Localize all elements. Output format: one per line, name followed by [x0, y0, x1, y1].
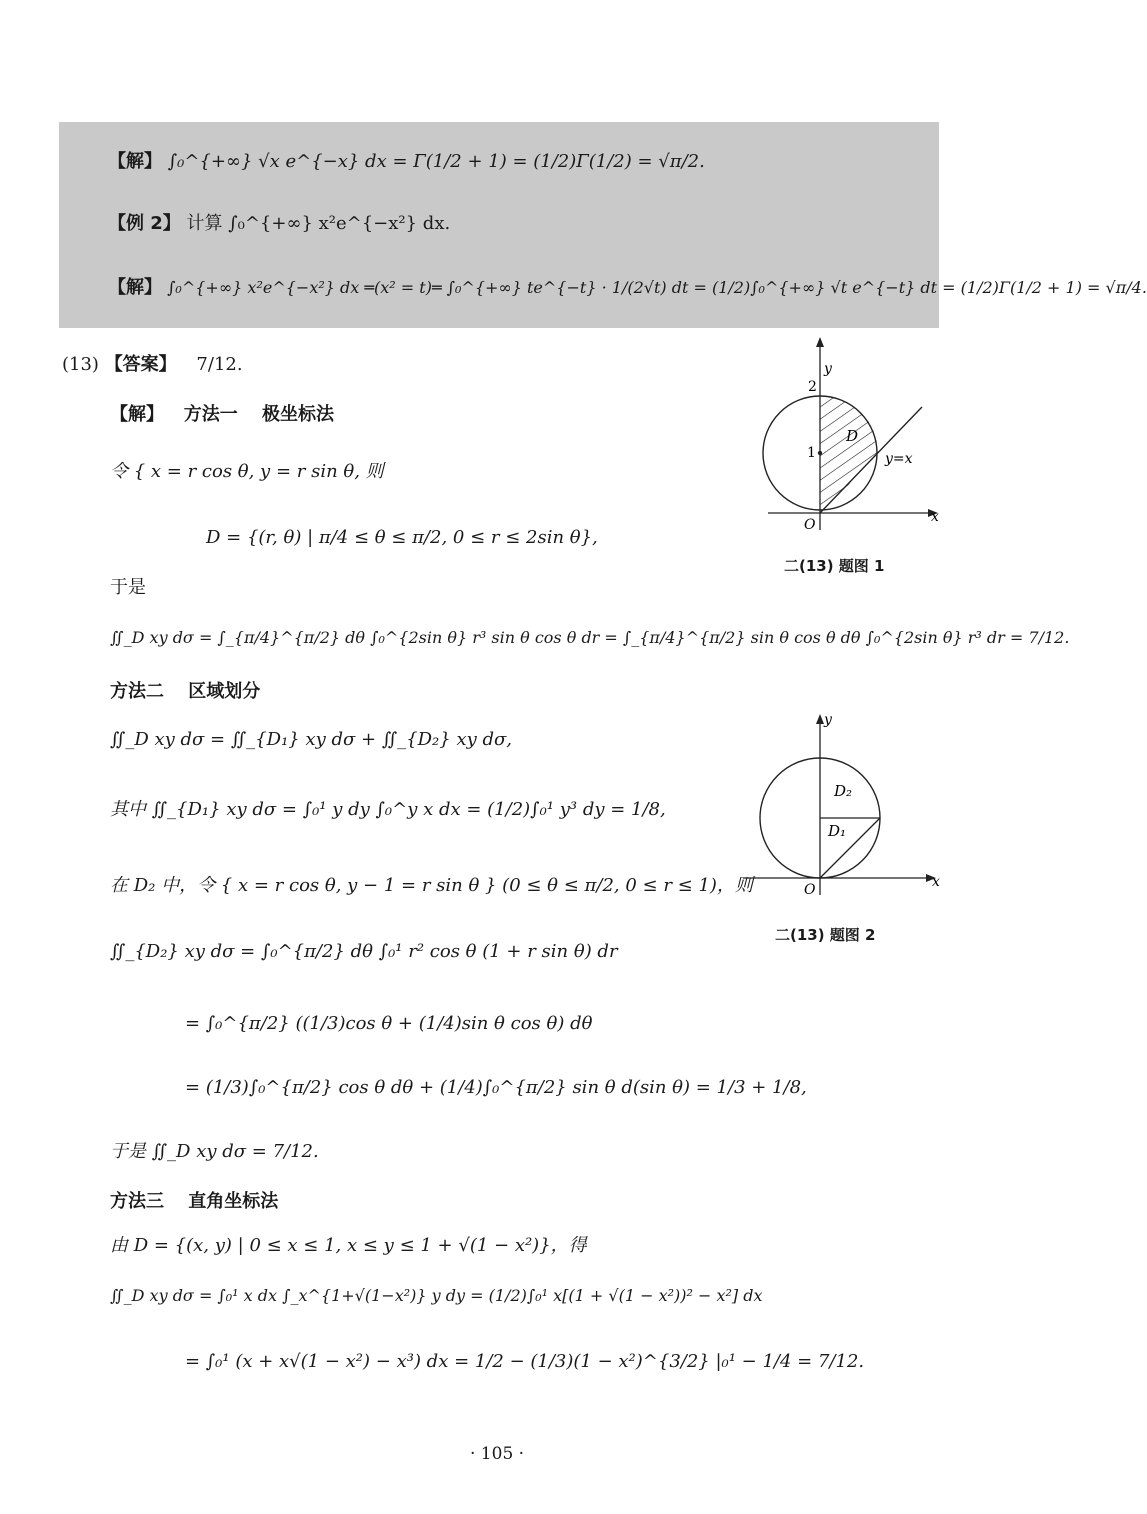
problem-answer	[62, 353, 243, 377]
method-title: 方法三 直角坐标法	[110, 1191, 279, 1212]
step-expression: = (1/3)∫₀^{π/2} cos θ dθ + (1/4)∫₀^{π/2} sin θ d(sin θ) = 1/3 + 1/8,	[185, 1077, 807, 1098]
solution-tag: 【解】	[108, 151, 162, 172]
x-label: x	[931, 509, 939, 525]
center-point	[818, 451, 822, 455]
line-label: y=x	[885, 451, 913, 467]
method-title: 方法二 区域划分	[110, 681, 261, 702]
method-title: 方法一 极坐标法	[183, 404, 335, 425]
y-label: y	[824, 361, 832, 377]
d2-integral-expression: ∬_{D₂} xy dσ = ∫₀^{π/2} dθ ∫₀¹ r² cos θ (1 + r sin θ) dr	[110, 941, 618, 962]
split-expression: ∬_D xy dσ = ∬_{D₁} xy dσ + ∬_{D₂} xy dσ,	[110, 729, 513, 750]
y-label: y	[824, 712, 832, 728]
method3-step2	[185, 1350, 864, 1374]
solution-tag: 【解】	[108, 277, 162, 298]
method3-domain	[110, 1234, 587, 1258]
method3-heading	[110, 1190, 278, 1214]
method2-d2-substitution	[110, 874, 753, 898]
domain-expression: 由 D = {(x, y) | 0 ≤ x ≤ 1, x ≤ y ≤ 1 + √(1 − x²)}，得	[110, 1235, 587, 1256]
example-solution-1	[108, 150, 705, 174]
answer-tag: 【答案】	[104, 354, 177, 375]
connective-text: 于是	[110, 577, 146, 598]
method2-split	[110, 728, 512, 752]
y-axis-arrow-icon	[816, 714, 824, 724]
integral-expression: ∬_D xy dσ = ∫_{π/4}^{π/2} dθ ∫₀^{2sin θ} r³ sin θ cos θ dr = ∫_{π/4}^{π/2} sin θ cos θ dθ ∫₀^{2sin θ} r³ dr = 7/12.	[110, 628, 1070, 647]
substitution-text: 令 { x = r cos θ, y = r sin θ, 则	[110, 461, 384, 482]
figure-2-diagram	[738, 710, 958, 910]
method2-step3	[185, 1076, 807, 1100]
figure-1-caption: 二(13) 题图 1	[784, 557, 885, 575]
y-axis-arrow-icon	[816, 337, 824, 347]
method2-conclusion	[110, 1140, 319, 1164]
method1-integral	[110, 626, 1069, 650]
domain-expression: D = {(r, θ) | π/4 ≤ θ ≤ π/2, 0 ≤ r ≤ 2sin θ},	[206, 527, 598, 548]
example-2	[108, 212, 450, 236]
region-d-hatch	[820, 396, 878, 513]
solution-expression: ∫₀^{+∞} x²e^{−x²} dx ═(x² = t)═ ∫₀^{+∞} te^{−t} · 1/(2√t) dt = (1/2)∫₀^{+∞} √t e^{−t} dt = (1/2)Γ(1/2 + 1) = √π/4.	[167, 278, 1147, 297]
example-tag: 【例 2】	[108, 213, 181, 234]
tick-label-2: 2	[808, 379, 817, 395]
origin-label: O	[804, 517, 816, 533]
step-expression: ∬_D xy dσ = ∫₀¹ x dx ∫_x^{1+√(1−x²)} y dy = (1/2)∫₀¹ x[(1 + √(1 − x²))² − x²] dx	[110, 1286, 763, 1305]
page-number: · 105 ·	[470, 1444, 525, 1464]
conclusion-expression: 于是 ∬_D xy dσ = 7/12.	[110, 1141, 319, 1162]
method2-step2	[185, 1012, 592, 1036]
d1-expression: 其中 ∬_{D₁} xy dσ = ∫₀¹ y dy ∫₀^y x dx = (1/2)∫₀¹ y³ dy = 1/8,	[110, 799, 666, 820]
solution-tag: 【解】	[110, 404, 164, 425]
problem-number: (13)	[62, 354, 99, 375]
figure-1-diagram	[748, 335, 958, 535]
method1-domain	[206, 526, 598, 550]
region-d2-label: D₂	[834, 782, 853, 800]
region-d-label: D	[846, 427, 859, 445]
method2-d1	[110, 798, 666, 822]
method1-yushi	[110, 576, 146, 600]
tick-label-1: 1	[807, 445, 816, 461]
example-solution-2	[108, 276, 1147, 300]
example-text: 计算 ∫₀^{+∞} x²e^{−x²} dx.	[186, 213, 451, 234]
origin-label: O	[804, 882, 816, 898]
d2-substitution-text: 在 D₂ 中，令 { x = r cos θ, y − 1 = r sin θ } (0 ≤ θ ≤ π/2, 0 ≤ r ≤ 1)，则	[110, 875, 753, 896]
figure-2-caption: 二(13) 题图 2	[775, 926, 876, 944]
x-label: x	[932, 874, 940, 890]
method2-d2-integral	[110, 940, 618, 964]
method1-heading	[110, 403, 334, 427]
method1-substitution	[110, 460, 384, 484]
solution-expression: ∫₀^{+∞} √x e^{−x} dx = Γ(1/2 + 1) = (1/2)Γ(1/2) = √π/2.	[167, 151, 705, 172]
method2-heading	[110, 680, 260, 704]
step-expression: = ∫₀¹ (x + x√(1 − x²) − x³) dx = 1/2 − (1/3)(1 − x²)^{3/2} |₀¹ − 1/4 = 7/12.	[185, 1351, 865, 1372]
region-d1-label: D₁	[828, 822, 847, 840]
method3-step1	[110, 1284, 763, 1308]
answer-value: 7/12.	[196, 354, 243, 375]
step-expression: = ∫₀^{π/2} ((1/3)cos θ + (1/4)sin θ cos θ) dθ	[185, 1013, 593, 1034]
